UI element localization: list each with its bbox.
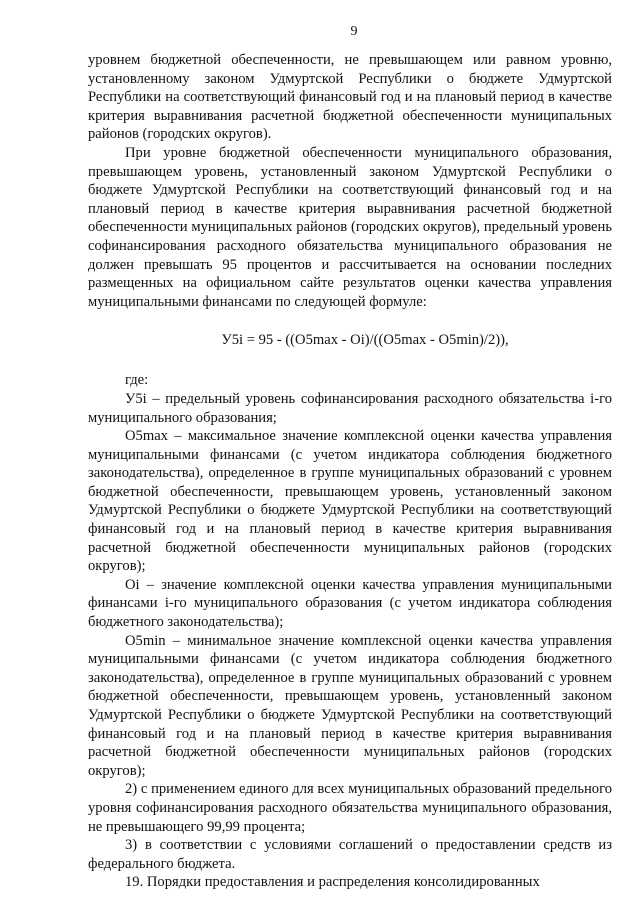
formula: У5i = 95 - ((О5max - Оi)/((О5max - О5min)/2)), [221,332,509,349]
section-19-start: 19. Порядки предоставления и распределения консолидированных [125,874,540,891]
page-number: 9 [350,24,358,39]
paragraph-continuation: уровнем бюджетной обеспеченности, не превышающем или равном уровню, установленному законом Удмуртской Республики о бюджете Удмуртской Республики на соответствующий финансовый год и на плановый период в качестве критерия выравнивания расчетной бюджетной обеспеченности муниципальных районов (городских округов). [88,52,612,143]
paragraph-condition: При уровне бюджетной обеспеченности муниципального образования, превышающем уровень, установленный законом Удмуртской Республики о бюджете Удмуртской Республики на соответствующий финансовый год и на плановый период в качестве критерия выравнивания расчетной бюджетной обеспеченности муниципальных районов (городских округов), предельный уровень софинансирования расходного обязательства муниципального образования не должен превышать 95 процентов и рассчитывается на основании последних размещенных на официальном сайте результатов оценки качества управления муниципальными финансами по следующей формуле: [88,144,612,310]
list-item-2: 2) с применением единого для всех муниципальных образований предельного уровня софинансирования расходного обязательства муниципального образования, не превышающего 99,99 процента; [88,781,612,835]
definition-oi: Оi – значение комплексной оценки качества управления муниципальными финансами i-го муниципального образования (с учетом индикатора соблюдения бюджетного законодательства); [88,576,612,631]
definition-y5i: У5i – предельный уровень софинансирования расходного обязательства i-го муниципального образования; [88,390,612,426]
where-label: где: [125,372,149,389]
definition-o5max: О5max – максимальное значение комплексной оценки качества управления муниципальными финансами (с учетом индикатора соблюдения бюджетного законодательства), определенное в группе муниципальных образований с уровнем бюджетной обеспеченности, превышающем уровень, установленный законом Удмуртской Республики о бюджете Удмуртской Республики на соответствующий финансовый год и на плановый период в качестве критерия выравнивания расчетной бюджетной обеспеченности муниципальных районов (городских округов); [88,428,612,575]
definition-o5min: О5min – минимальное значение комплексной оценки качества управления муниципальными финансами (с учетом индикатора соблюдения бюджетного законодательства), определенное в группе муниципальных образований с уровнем бюджетной обеспеченности, превышающем уровень, установленный законом Удмуртской Республики о бюджете Удмуртской Республики на соответствующий финансовый год и на плановый период в качестве критерия выравнивания расчетной бюджетной обеспеченности муниципальных районов (городских округов); [88,632,612,779]
list-item-3: 3) в соответствии с условиями соглашений о предоставлении средств из федерального бюджета. [88,837,612,872]
